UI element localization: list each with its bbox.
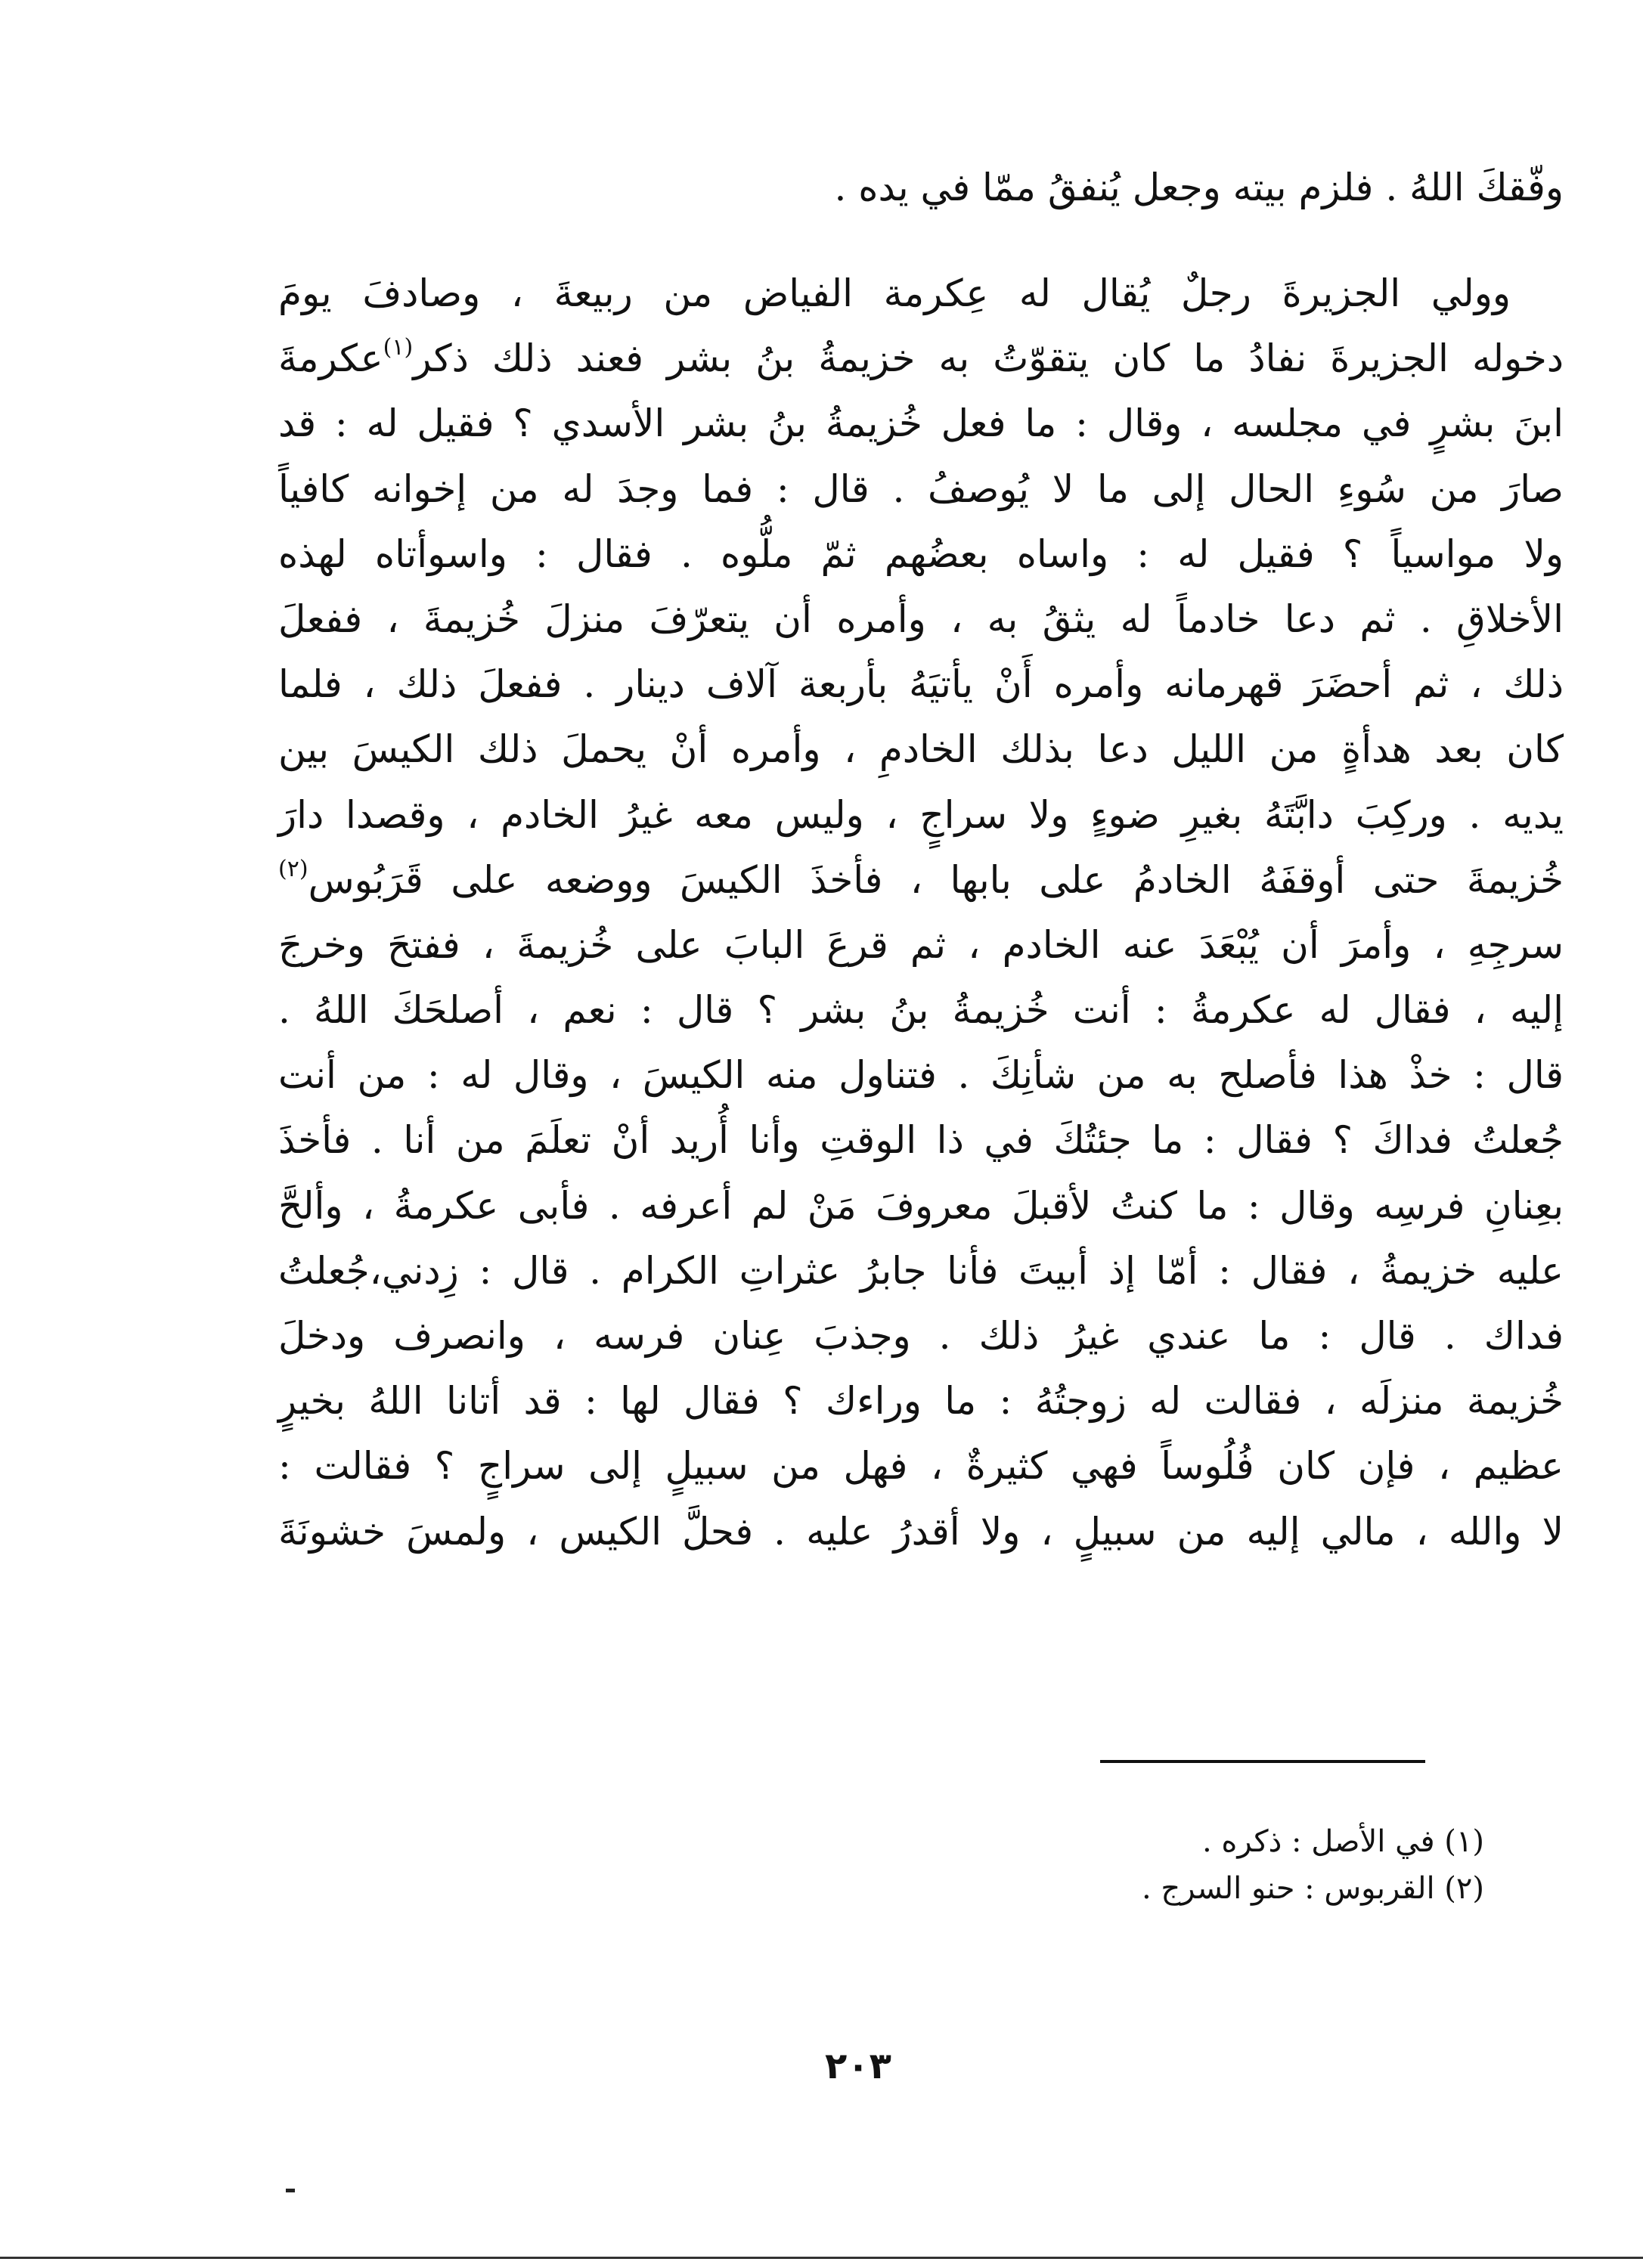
text-line: عظيم ، فإن كان فُلُوساً فهي كثيرةٌ ، فهل من سبيلٍ إلى سراجٍ ؟ فقالت :	[278, 1444, 1564, 1489]
footnote-2: (٢) القربوس : حنو السرج .	[1141, 1871, 1484, 1906]
text-line: بعِنانِ فرسِه وقال : ما كنتُ لأقبلَ معروفَ مَنْ لم أعرفه . فأبى عكرمةُ ، وألحَّ	[278, 1183, 1564, 1228]
text-line: ابنَ بشرٍ في مجلسه ، وقال : ما فعل خُزيمةُ بنُ بشر الأسدي ؟ فقيل له : قد	[278, 401, 1564, 446]
text-line: صارَ من سُوءِ الحال إلى ما لا يُوصفُ . قال : فما وجدَ له من إخوانه كافياً	[278, 466, 1564, 511]
text-line: عليه خزيمةُ ، فقال : أمّا إذ أبيتَ فأنا جابرُ عثراتِ الكرام . قال : زِدني،جُعلتُ	[278, 1248, 1564, 1293]
text-line: يديه . وركِبَ دابَّتَهُ بغيرِ ضوءٍ ولا سراجٍ ، وليس معه غيرُ الخادم ، وقصدا دارَ	[278, 792, 1564, 837]
text-line: خُزيمة منزلَه ، فقالت له زوجتُهُ : ما وراءك ؟ فقال لها : قد أتانا اللهُ بخيرٍ	[278, 1379, 1564, 1424]
page-number: ٢٠٣	[825, 2045, 891, 2087]
text-line: سرجِهِ ، وأمرَ أن يُبْعَدَ عنه الخادم ، ثم قرعَ البابَ على خُزيمةَ ، ففتحَ وخرجَ	[278, 922, 1564, 967]
text-line: إليه ، فقال له عكرمةُ : أنت خُزيمةُ بنُ بشر ؟ قال : نعم ، أصلحَكَ اللهُ .	[278, 988, 1564, 1033]
body-paragraph	[278, 261, 1564, 1564]
text-line: ولا مواسياً ؟ فقيل له : واساه بعضُهم ثمّ ملُّوه . فقال : واسوأتاه لهذه	[278, 531, 1564, 576]
continuation-line: وفّقكَ اللهُ . فلزم بيته وجعل يُنفقُ ممّا في يده .	[834, 166, 1564, 209]
scan-speck	[286, 2189, 295, 2192]
text-line-tail: عكرمةَ	[278, 336, 383, 381]
text-line: قال : خذْ هذا فأصلح به من شأنِكَ . فتناول منه الكيسَ ، وقال له : من أنت	[278, 1053, 1564, 1098]
footnote-marker-2: (٢)	[278, 855, 308, 882]
text-line: كان بعد هدأةٍ من الليل دعا بذلك الخادمِ ، وأمره أنْ يحملَ ذلك الكيسَ بين	[278, 727, 1564, 772]
text-line-with-footnote	[278, 847, 1564, 912]
text-line-segment: خُزيمةَ حتى أوقفَهُ الخادمُ على بابها ، فأخذَ الكيسَ ووضعه على قَرَبُوس	[308, 857, 1564, 902]
footnote-1: (١) في الأصل : ذكره .	[1202, 1824, 1484, 1859]
text-line: ذلك ، ثم أحضَرَ قهرمانه وأمره أَنْ يأتيَهُ بأربعة آلاف دينار . ففعلَ ذلك ، فلما	[278, 662, 1564, 707]
text-line-segment: دخوله الجزيرةَ نفادُ ما كان يتقوّتُ به خزيمةُ بنُ بشر فعند ذلك ذكر	[413, 336, 1564, 381]
footnotes	[577, 1818, 1484, 1912]
text-line-with-footnote	[278, 326, 1564, 391]
scan-edge-line	[0, 2257, 1643, 2259]
text-line: وولي الجزيرةَ رجلٌ يُقال له عِكرمة الفياض من ربيعةَ ، وصادفَ يومَ	[278, 271, 1511, 315]
text-line: جُعلتُ فداكَ ؟ فقال : ما جئتُكَ في ذا الوقتِ وأنا أُريد أنْ تعلَمَ من أنا . فأخذَ	[278, 1118, 1564, 1163]
text-line: فداك . قال : ما عندي غيرُ ذلك . وجذبَ عِنان فرسه ، وانصرف ودخلَ	[278, 1314, 1564, 1358]
text-line: لا والله ، مالي إليه من سبيلٍ ، ولا أقدرُ عليه . فحلَّ الكيس ، ولمسَ خشونَةَ	[278, 1509, 1564, 1554]
footnote-divider	[1100, 1760, 1425, 1763]
text-line: الأخلاقِ . ثم دعا خادماً له يثقُ به ، وأمره أن يتعرّفَ منزلَ خُزيمةَ ، ففعلَ	[278, 596, 1564, 641]
footnote-marker-1: (١)	[383, 334, 414, 361]
